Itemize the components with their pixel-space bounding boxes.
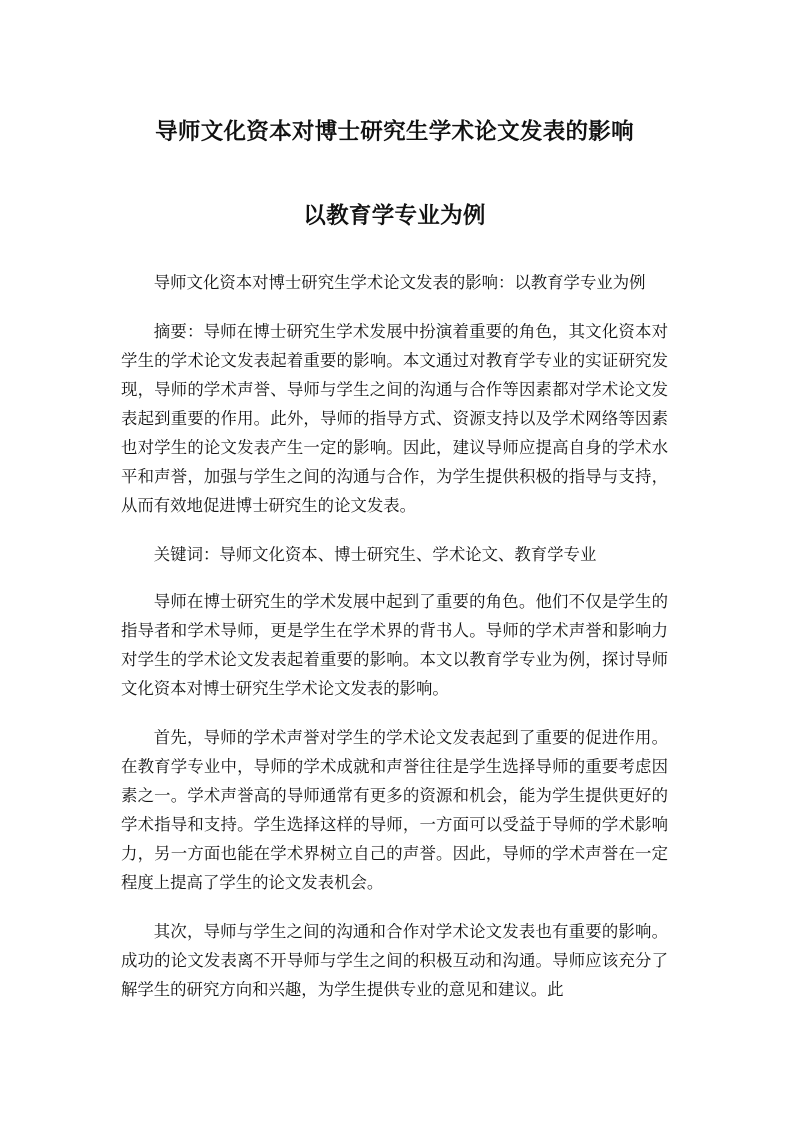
body-paragraph: 导师在博士研究生的学术发展中起到了重要的角色。他们不仅是学生的指导者和学术导师，更是学生在学术界的背书人。导师的学术声誉和影响力对学生的学术论文发表起着重要的影响。本文以教育学专业为例，探讨导师文化资本对博士研究生学术论文发表的影响。 [121, 592, 668, 698]
intro-paragraph: 导师文化资本对博士研究生学术论文发表的影响：以教育学专业为例 [153, 273, 646, 292]
body-paragraph: 首先，导师的学术声誉对学生的学术论文发表起到了重要的促进作用。在教育学专业中，导师的学术成就和声誉往往是学生选择导师的重要考虑因素之一。学术声誉高的导师通常有更多的资源和机会，能为学生提供更好的学术指导和支持。学生选择这样的导师，一方面可以受益于导师的学术影响力，另一方面也能在学术界树立自己的声誉。因此，导师的学术声誉在一定程度上提高了学生的论文发表机会。 [121, 728, 668, 892]
keywords-paragraph: 关键词：导师文化资本、博士研究生、学术论文、教育学专业 [153, 545, 597, 564]
document-title: 导师文化资本对博士研究生学术论文发表的影响 [155, 119, 634, 145]
document-body [121, 268, 668, 1004]
document-subtitle: 以教育学专业为例 [303, 203, 486, 229]
body-paragraph: 其次，导师与学生之间的沟通和合作对学术论文发表也有重要的影响。成功的论文发表离不开导师与学生之间的积极互动和沟通。导师应该充分了解学生的研究方向和兴趣，为学生提供专业的意见和建议。此 [121, 922, 668, 999]
abstract-paragraph: 摘要：导师在博士研究生学术发展中扮演着重要的角色，其文化资本对学生的学术论文发表起着重要的影响。本文通过对教育学专业的实证研究发现，导师的学术声誉、导师与学生之间的沟通与合作等因素都对学术论文发表起到重要的作用。此外，导师的指导方式、资源支持以及学术网络等因素也对学生的论文发表产生一定的影响。因此，建议导师应提高自身的学术水平和声誉，加强与学生之间的沟通与合作，为学生提供积极的指导与支持，从而有效地促进博士研究生的论文发表。 [121, 322, 668, 515]
